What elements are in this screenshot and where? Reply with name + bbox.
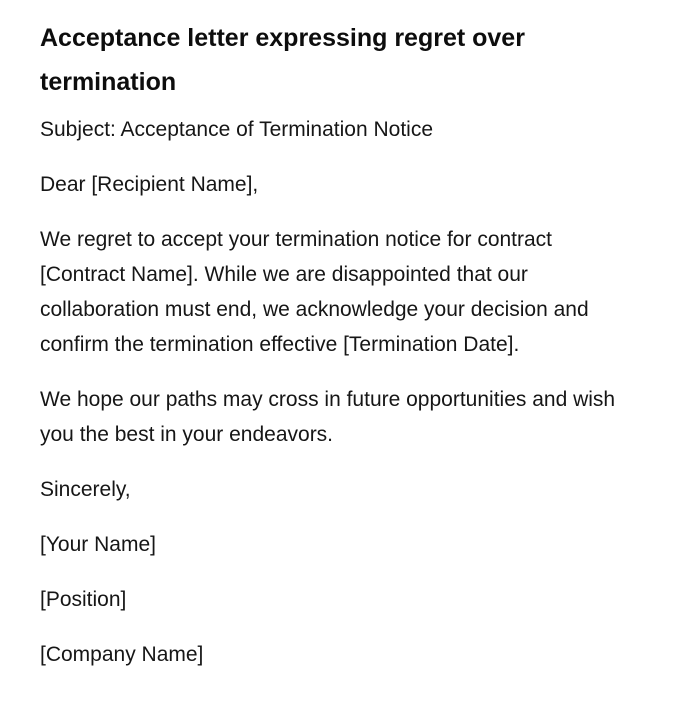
body-paragraph-1: We regret to accept your termination notice for contract [Contract Name]. While we are disappointed that our collaboration must end, we acknowledge your decision and confirm the termination effective [Termination Date].: [40, 228, 589, 356]
subject-line: Subject: Acceptance of Termination Notice: [40, 118, 434, 141]
signature-name: [Your Name]: [40, 533, 156, 556]
salutation: Dear [Recipient Name],: [40, 173, 259, 196]
closing: Sincerely,: [40, 478, 131, 501]
signature-company: [Company Name]: [40, 643, 204, 666]
page-title: Acceptance letter expressing regret over termination: [40, 24, 525, 96]
signature-position: [Position]: [40, 588, 127, 611]
body-paragraph-2: We hope our paths may cross in future opportunities and wish you the best in your endeavors.: [40, 388, 616, 446]
